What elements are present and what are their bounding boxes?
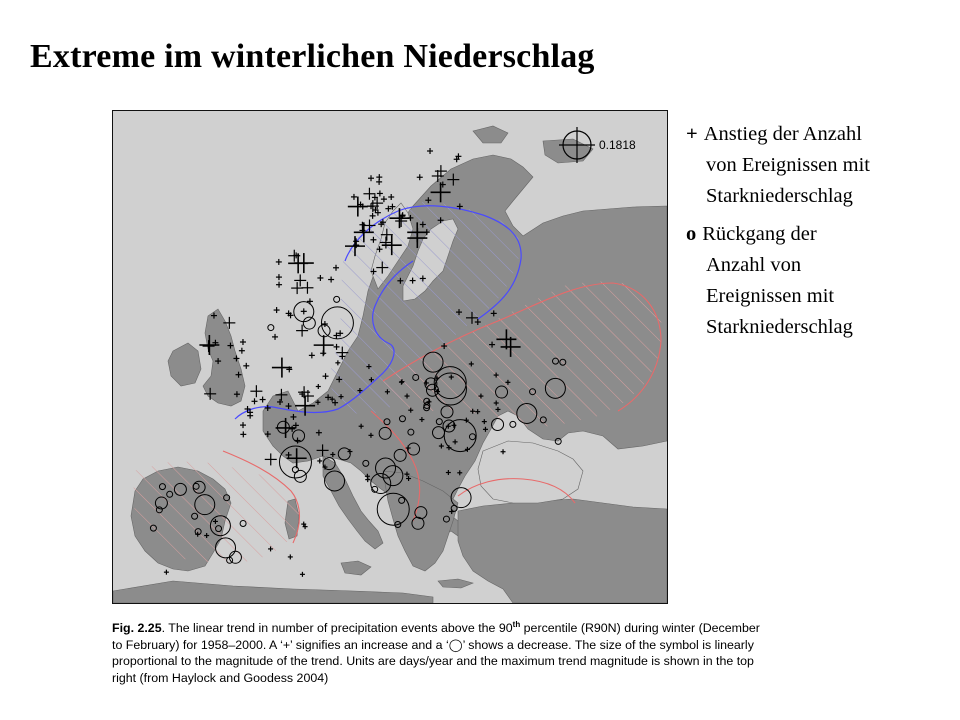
increase-marker (376, 179, 382, 185)
legend-decrease (686, 219, 956, 343)
legend-increase (686, 119, 956, 212)
increase-marker (317, 275, 323, 281)
caption-text-1: . The linear trend in number of precipitation events above the 90 (161, 621, 513, 635)
legend-increase-line-2: von Ereignissen mit (706, 154, 870, 176)
increase-marker (240, 431, 246, 437)
decrease-marker (451, 488, 471, 508)
crete (438, 579, 473, 588)
increase-marker (300, 572, 305, 577)
decrease-marker (294, 470, 306, 482)
ireland (168, 343, 201, 386)
increase-marker (276, 282, 282, 288)
increase-marker (314, 335, 334, 355)
increase-marker (316, 384, 321, 389)
legend-decrease-line-2: Anzahl von (706, 254, 802, 276)
increase-marker (348, 197, 368, 217)
increase-marker (250, 385, 262, 397)
decrease-marker (292, 467, 298, 473)
turkey (458, 499, 667, 603)
slide-title: Extreme im winterlichen Niederschlag (30, 38, 595, 75)
caption-text-2: percentile (R90N) during winter (December to February) for 1958–2000. A ‘+’ signifies an increase and a ‘◯’ shows a decrease. The size of the symbol is linearly proportional to the magnitude of the trend. Units are days/year and the maximum trend magnitude is shown in the top right (from Haylock and Goodess 2004) (112, 621, 760, 685)
increase-marker (417, 174, 423, 180)
europe-map (113, 111, 667, 603)
increase-marker (381, 196, 387, 202)
increase-marker (427, 148, 433, 154)
decrease-marker (303, 317, 315, 329)
increase-marker (239, 348, 245, 354)
increase-marker (260, 397, 266, 403)
black-sea (478, 441, 583, 503)
increase-marker (272, 358, 292, 378)
scale-indicator (559, 127, 636, 163)
sicily (341, 561, 371, 575)
legend-decrease-line-1 (686, 219, 956, 250)
caption-superscript: th (512, 619, 521, 629)
decrease-region-iberia (133, 461, 301, 563)
increase-marker (240, 422, 246, 428)
increase-marker (370, 213, 376, 219)
legend-increase-line-3: Starkniederschlag (706, 185, 853, 207)
increase-marker (276, 274, 282, 280)
increase-marker (317, 458, 322, 463)
increase-marker (247, 413, 253, 419)
increase-marker (351, 194, 357, 200)
increase-marker (301, 308, 307, 314)
increase-marker (164, 570, 169, 575)
great-britain (203, 309, 245, 406)
scale-value-label: 0.1818 (599, 138, 636, 152)
legend-decrease-line-3: Ereignissen mit (706, 285, 835, 307)
increase-marker (388, 194, 394, 200)
north-africa (113, 581, 433, 603)
increase-marker (240, 339, 246, 345)
legend-increase-line-1 (686, 119, 956, 150)
increase-marker (323, 373, 329, 379)
plus-icon: + (686, 123, 698, 145)
caption-fig-label: Fig. 2.25 (112, 621, 162, 635)
increase-marker (291, 282, 303, 294)
increase-marker (265, 453, 277, 465)
increase-marker (377, 190, 383, 196)
increase-marker (276, 259, 282, 265)
increase-marker (333, 265, 339, 271)
increase-marker (328, 277, 334, 283)
decrease-marker (334, 296, 340, 302)
legend-decrease-line-4: Starkniederschlag (706, 316, 853, 338)
figure-caption (112, 620, 772, 686)
svalbard-fragment (473, 126, 508, 143)
increase-marker (243, 363, 249, 369)
decrease-marker (268, 325, 274, 331)
increase-marker (294, 274, 306, 286)
legend-increase-text-1: Anstieg der Anzahl (703, 123, 862, 145)
circle-icon: o (686, 223, 697, 245)
legend-decrease-text-1: Rückgang der (702, 223, 817, 245)
kola-fragment (543, 139, 593, 163)
increase-marker (296, 325, 308, 337)
increase-marker (252, 398, 258, 404)
increase-marker (272, 334, 278, 340)
increase-marker (368, 175, 374, 181)
increase-marker (309, 352, 315, 358)
increase-marker (288, 554, 293, 559)
trend-map (112, 110, 668, 604)
increase-marker (301, 282, 313, 294)
increase-marker (274, 307, 280, 313)
legend (686, 119, 956, 343)
